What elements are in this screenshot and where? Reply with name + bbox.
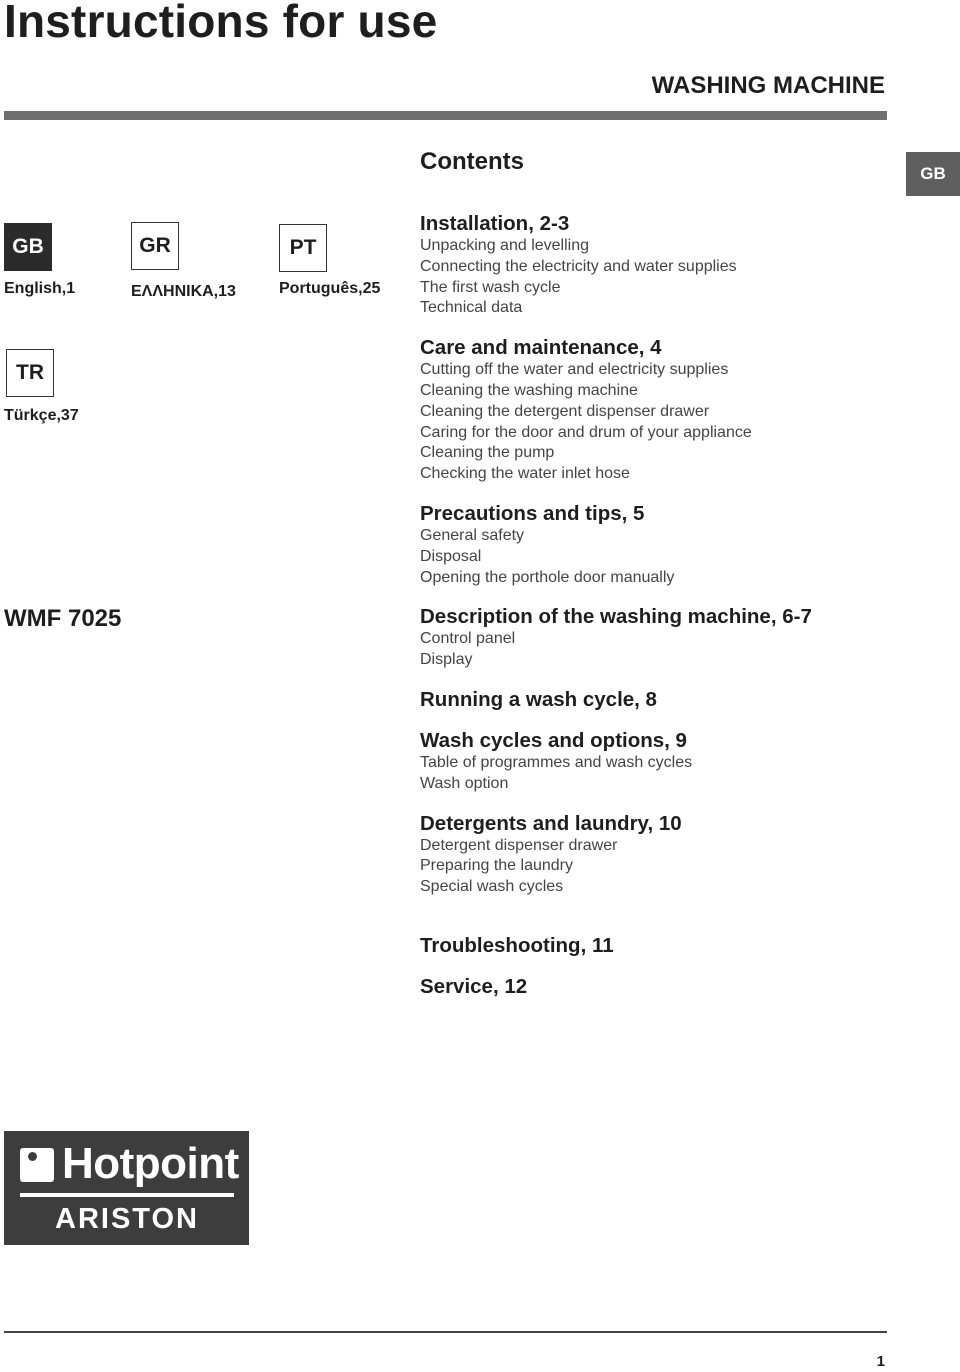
hotpoint-square-icon	[20, 1148, 54, 1182]
toc-section-title: Precautions and tips, 5	[420, 501, 645, 525]
toc-section-running	[420, 688, 900, 712]
toc-item: Cutting off the water and electricity supplies	[420, 361, 729, 379]
toc-item: Preparing the laundry	[420, 857, 573, 875]
toc-section-title: Wash cycles and options, 9	[420, 728, 687, 752]
page-number: 1	[876, 1353, 885, 1370]
toc-section-installation	[420, 212, 900, 319]
toc-item: Display	[420, 651, 473, 669]
toc-item: Special wash cycles	[420, 878, 564, 896]
language-label-english: English,1	[4, 280, 76, 297]
logo-divider	[20, 1193, 234, 1197]
language-code-pt: PT	[279, 224, 327, 272]
toc-item: Unpacking and levelling	[420, 237, 589, 254]
toc-section-detergents	[420, 812, 900, 898]
brand-subname: ARISTON	[55, 1203, 199, 1235]
header-rule	[4, 111, 887, 120]
footer-rule	[4, 1331, 887, 1333]
language-code-tr: TR	[6, 349, 54, 397]
toc-section-wash-cycles	[420, 729, 900, 795]
toc-item: Wash option	[420, 774, 509, 792]
toc-item: Caring for the door and drum of your appliance	[420, 423, 752, 441]
table-of-contents	[420, 212, 900, 999]
toc-item: Technical data	[420, 299, 523, 317]
toc-section-title: Installation, 2-3	[420, 212, 570, 235]
toc-item: The first wash cycle	[420, 278, 561, 296]
toc-item: Control panel	[420, 630, 516, 648]
hotpoint-ariston-logo	[4, 1131, 249, 1245]
toc-section-title: Running a wash cycle, 8	[420, 687, 657, 711]
toc-item: Cleaning the washing machine	[420, 381, 638, 399]
toc-section-troubleshooting	[420, 934, 900, 958]
toc-section-title: Troubleshooting, 11	[420, 933, 614, 957]
toc-section-title: Description of the washing machine, 6-7	[420, 605, 812, 629]
toc-item: Opening the porthole door manually	[420, 568, 675, 586]
toc-section-service	[420, 975, 900, 999]
logo-dot	[28, 1152, 37, 1161]
toc-item: Checking the water inlet hose	[420, 465, 630, 483]
toc-section-precautions	[420, 502, 900, 588]
model-number: WMF 7025	[4, 605, 122, 632]
language-label-turkish: Türkçe,37	[4, 407, 79, 424]
page-title: Instructions for use	[4, 0, 438, 47]
language-label-greek: ΕΛΛΗΝΙΚΑ,13	[131, 283, 236, 300]
brand-name: Hotpoint	[62, 1139, 239, 1188]
product-type: WASHING MACHINE	[651, 72, 885, 99]
toc-section-title: Detergents and laundry, 10	[420, 811, 682, 835]
language-code-gr: GR	[131, 222, 179, 270]
toc-item: Table of programmes and wash cycles	[420, 753, 693, 771]
contents-heading: Contents	[420, 148, 524, 175]
toc-item: Detergent dispenser drawer	[420, 836, 618, 854]
toc-item: Cleaning the detergent dispenser drawer	[420, 402, 710, 420]
toc-section-title: Care and maintenance, 4	[420, 336, 662, 360]
toc-item: Cleaning the pump	[420, 444, 555, 462]
toc-section-care	[420, 336, 900, 485]
toc-section-title: Service, 12	[420, 974, 528, 998]
toc-item: Disposal	[420, 547, 482, 565]
toc-item: General safety	[420, 526, 525, 544]
toc-item: Connecting the electricity and water supplies	[420, 257, 737, 275]
language-code-gb: GB	[4, 223, 52, 271]
language-tab-gb: GB	[906, 152, 960, 196]
toc-section-description	[420, 605, 900, 671]
language-label-portuguese: Português,25	[279, 280, 381, 297]
